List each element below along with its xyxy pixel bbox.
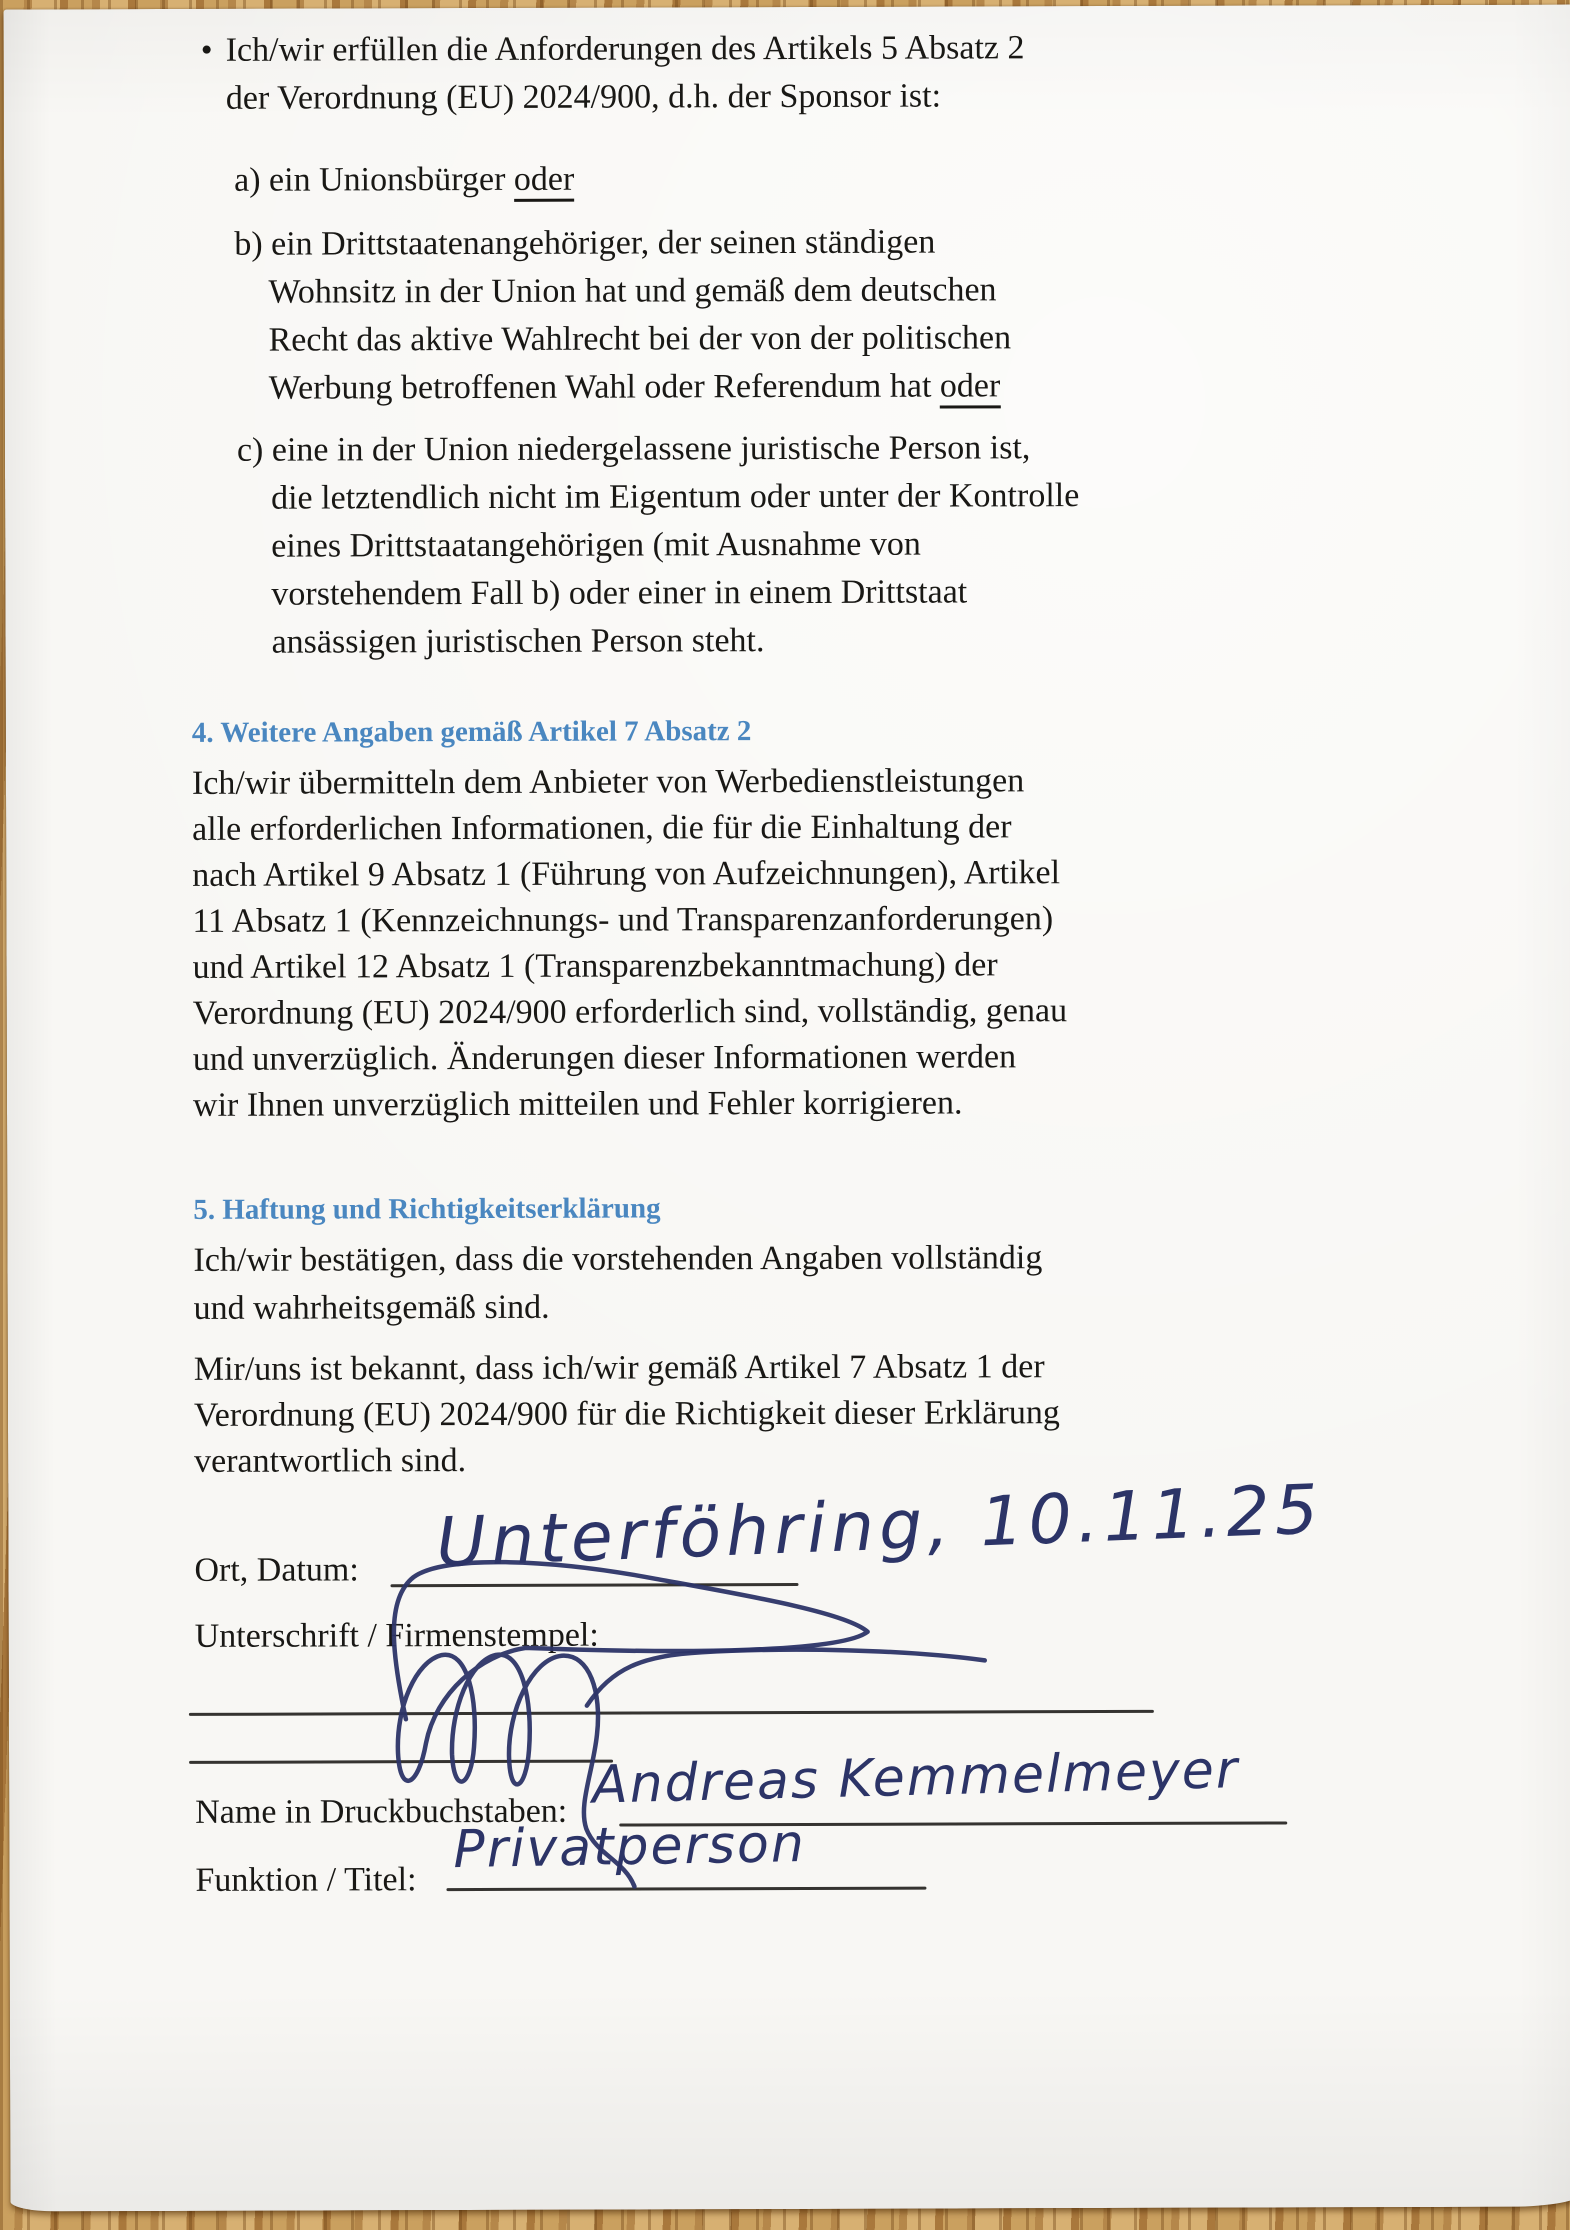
signature-line-2	[189, 1760, 613, 1764]
text-line: c) eine in der Union niedergelassene juristische Person ist,	[236, 429, 1031, 469]
text-line: Recht das aktive Wahlrecht bei der von der politischen	[268, 319, 1012, 359]
funktion-line	[446, 1887, 926, 1892]
condition-b	[234, 218, 1011, 412]
text-line: a) ein Unionsbürger oder	[234, 156, 574, 205]
text-line: die letztendlich nicht im Eigentum oder unter der Kontrolle	[271, 477, 1080, 517]
funktion-label: Funktion / Titel:	[195, 1861, 417, 1899]
section-5-para-1	[193, 1234, 1042, 1333]
text-line: Verordnung (EU) 2024/900 erforderlich sind, vollständig, genau	[192, 992, 1068, 1032]
text-line: Wohnsitz in der Union hat und gemäß dem deutschen	[268, 271, 997, 311]
ort-datum-label: Ort, Datum:	[194, 1551, 359, 1589]
declaration-intro	[226, 24, 1025, 123]
text-line: vorstehendem Fall b) oder einer in einem Drittstaat	[271, 573, 968, 613]
text-line: Verordnung (EU) 2024/900 für die Richtigkeit dieser Erklärung	[193, 1394, 1060, 1434]
text-line: und wahrheitsgemäß sind.	[193, 1288, 550, 1327]
document-page	[4, 5, 1570, 2212]
name-handwriting: Andreas Kemmelmeyer	[591, 1740, 1240, 1816]
text-line: und Artikel 12 Absatz 1 (Transparenzbekanntmachung) der	[192, 946, 998, 986]
section-4-heading: 4. Weitere Angaben gemäß Artikel 7 Absatz 2	[191, 715, 752, 749]
text-line: Ich/wir übermitteln dem Anbieter von Werbedienstleistungen	[191, 762, 1025, 802]
text-line: verantwortlich sind.	[194, 1442, 467, 1480]
unterschrift-label: Unterschrift / Firmenstempel:	[194, 1616, 599, 1655]
condition-a	[234, 156, 574, 205]
text-line: Werbung betroffenen Wahl oder Referendum hat oder	[268, 367, 1001, 407]
text-line: nach Artikel 9 Absatz 1 (Führung von Aufzeichnungen), Artikel	[192, 854, 1061, 894]
section-5-para-2	[194, 1344, 1060, 1485]
bullet-icon: •	[200, 31, 213, 69]
text-line: 11 Absatz 1 (Kennzeichnungs- und Transparenzanforderungen)	[192, 900, 1054, 940]
text-line: b) ein Drittstaatenangehöriger, der seinen ständigen	[234, 223, 936, 263]
text-line: ansässigen juristischen Person steht.	[271, 622, 765, 661]
text-line: Ich/wir erfüllen die Anforderungen des Artikels 5 Absatz 2	[225, 29, 1025, 69]
signature-line-1	[189, 1710, 1154, 1716]
text-line: eines Drittstaatangehörigen (mit Ausnahme von	[271, 525, 921, 565]
text-line: der Verordnung (EU) 2024/900, d.h. der Sponsor ist:	[225, 77, 942, 117]
text-line: und unverzüglich. Änderungen dieser Informationen werden	[192, 1038, 1017, 1078]
ort-datum-line	[390, 1583, 798, 1587]
name-label: Name in Druckbuchstaben:	[195, 1792, 568, 1831]
text-line: alle erforderlichen Informationen, die für die Einhaltung der	[192, 808, 1012, 848]
text-line: Mir/uns ist bekannt, dass ich/wir gemäß Artikel 7 Absatz 1 der	[193, 1348, 1045, 1388]
text-line: Ich/wir bestätigen, dass die vorstehenden Angaben vollständig	[193, 1239, 1043, 1279]
ort-datum-handwriting: Unterföhring, 10.11.25	[434, 1470, 1325, 1584]
section-5-heading: 5. Haftung und Richtigkeitserklärung	[193, 1192, 661, 1226]
condition-c	[237, 424, 1080, 667]
section-4-body	[192, 758, 1068, 1129]
text-line: wir Ihnen unverzüglich mitteilen und Fehler korrigieren.	[192, 1084, 963, 1124]
funktion-handwriting: Privatperson	[452, 1814, 807, 1881]
